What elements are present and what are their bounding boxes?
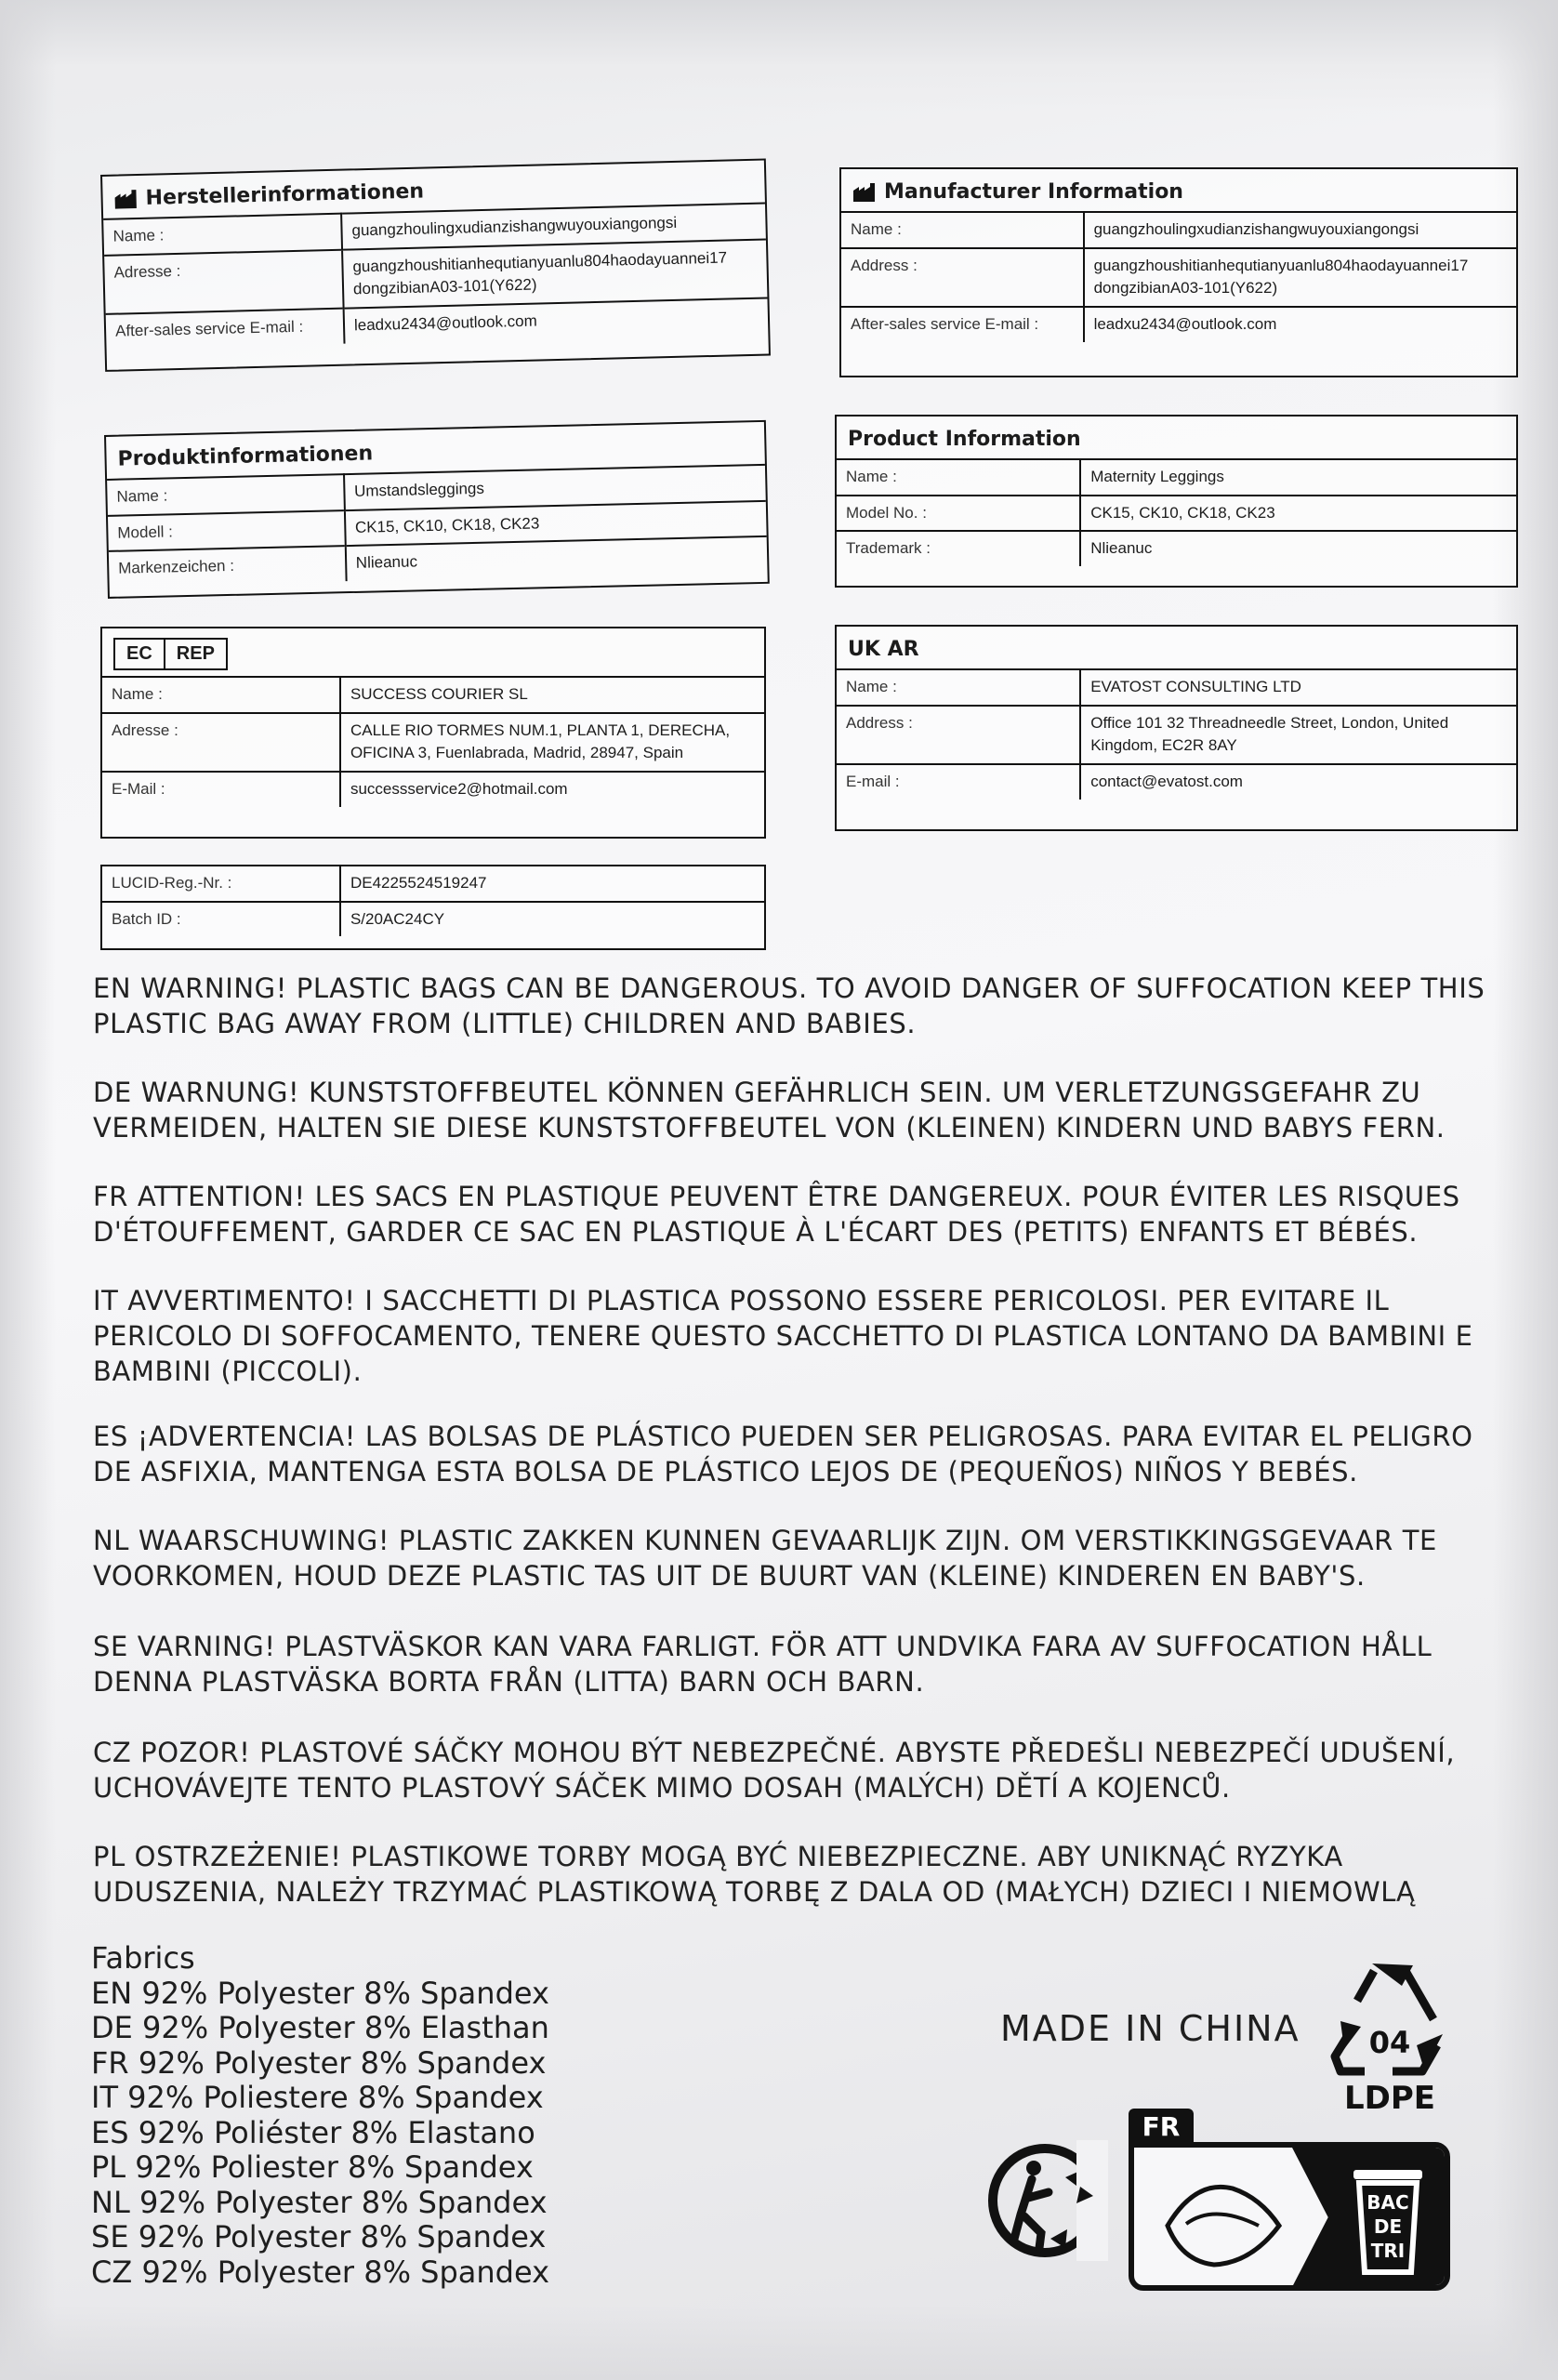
box-title: Herstellerinformationen [145,179,425,210]
ec-label: EC [113,638,165,670]
uk-ar-info [835,625,1518,831]
product-info-de [104,420,770,599]
field-label: Name : [107,474,344,515]
made-in-label: MADE IN CHINA [1000,2008,1301,2049]
warning-nl: NL WAARSCHUWING! PLASTIC ZAKKEN KUNNEN GEVAARLIJK ZIJN. OM VERSTIKKINGSGEVAAR TE VOORKOMEN, HOUD DEZE PLASTIC TAS UIT DE BUURT VAN (KLEINE) KINDEREN EN BABY'S. [93,1525,1437,1592]
field-value: successservice2@hotmail.com [340,772,764,807]
field-label: Adresse : [102,713,340,772]
warning-en: EN WARNING! PLASTIC BAGS CAN BE DANGEROUS. TO AVOID DANGER OF SUFFOCATION KEEP THIS PLASTIC BAG AWAY FROM (LITTLE) CHILDREN AND BABIES. [93,972,1485,1039]
warning-de: DE WARNUNG! KUNSTSTOFFBEUTEL KÖNNEN GEFÄHRLICH SEIN. UM VERLETZUNGSGEFAHR ZU VERMEIDEN, HALTEN SIE DIESE KUNSTSTOFFBEUTEL VON (KLEINEN) KINDERN UND BABYS FERN. [93,1077,1446,1144]
warning-cz: CZ POZOR! PLASTOVÉ SÁČKY MOHOU BÝT NEBEZPEČNÉ. ABYSTE PŘEDEŠLI NEBEZPEČÍ UDUŠENÍ, UCHOVÁVEJTE TENTO PLASTOVÝ SÁČEK MIMO DOSAH (MALÝCH) DĚTÍ A KOJENCŮ. [93,1737,1456,1804]
manufacturer-info-de [100,159,771,372]
field-label: After-sales service E-mail : [106,309,345,350]
fabric-line: EN 92% Polyester 8% Spandex [91,1975,549,2011]
field-value: guangzhoulingxudianzishangwuyouxiangongsi [341,204,766,250]
field-value: CALLE RIO TORMES NUM.1, PLANTA 1, DERECHA, OFICINA 3, Fuenlabrada, Madrid, 28947, Spain [340,713,764,772]
warning-pl: PL OSTRZEŻENIE! PLASTIKOWE TORBY MOGĄ BYĆ NIEBEZPIECZNE. ABY UNIKNĄĆ RYZYKA UDUSZENIA, NALEŻY TRZYMAĆ PLASTIKOWĄ TORBĘ Z DALA OD (MAŁYCH) DZIECI I NIEMOWLĄ [93,1841,1416,1908]
field-label: Address : [837,706,1080,764]
field-label: Name : [102,677,340,713]
warning-es: ES ¡ADVERTENCIA! LAS BOLSAS DE PLÁSTICO PUEDEN SER PELIGROSAS. PARA EVITAR EL PELIGRO DE ASFIXIA, MANTENGA ESTA BOLSA DE PLÁSTICO LEJOS DE (PEQUEÑOS) NIÑOS Y BEBÉS. [93,1421,1473,1488]
field-value: EVATOST CONSULTING LTD [1080,669,1516,706]
country-code: FR [1142,2111,1181,2142]
rep-label: REP [165,638,228,670]
field-label: Markenzeichen : [109,546,346,586]
field-value: SUCCESS COURIER SL [340,677,764,713]
field-label: Address : [841,248,1084,307]
field-value: guangzhoushitianhequtianyuanlu804haodayuannei17 dongzibianA03-101(Y622) [342,239,767,308]
field-value: Maternity Leggings [1080,459,1516,496]
bin-label-line: DE [1373,2215,1403,2238]
bag-icon [1149,2161,1298,2277]
manufacturer-info-en [839,167,1518,377]
bin-label-line: BAC [1367,2191,1409,2214]
box-title: Manufacturer Information [884,180,1183,204]
resin-code: 04 [1368,2025,1411,2060]
field-value: leadxu2434@outlook.com [1084,307,1516,342]
field-value: guangzhoushitianhequtianyuanlu804haodayuannei17 dongzibianA03-101(Y622) [1084,248,1516,307]
field-label: Model No. : [837,496,1080,532]
field-value: contact@evatost.com [1080,764,1516,800]
plastic-wrinkle [0,2306,1558,2380]
sorting-bin-icon [1346,2164,1430,2276]
triman-frame [1129,2142,1450,2291]
field-value: Nlieanuc [345,536,767,581]
product-info-en [835,415,1518,588]
field-value: DE4225524519247 [340,866,764,902]
warning-se: SE VARNING! PLASTVÄSKOR KAN VARA FARLIGT. FÖR ATT UNDVIKA FARA AV SUFFOCATION HÅLL DENNA PLASTVÄSKA BORTA FRÅN (LITTA) BARN OCH BARN. [93,1631,1433,1698]
fabric-line: FR 92% Polyester 8% Spandex [91,2044,547,2081]
lucid-batch-info [100,865,766,950]
fabric-line: SE 92% Polyester 8% Spandex [91,2219,547,2254]
field-value: Nlieanuc [1080,531,1516,566]
field-label: Name : [837,459,1080,496]
field-value: Umstandsleggings [344,465,766,510]
field-label: Batch ID : [102,902,340,937]
warning-fr: FR ATTENTION! LES SACS EN PLASTIQUE PEUVENT ÊTRE DANGEREUX. POUR ÉVITER LES RISQUES D'ÉTOUFFEMENT, GARDER CE SAC EN PLASTIQUE À L'ÉCART DES (PETITS) ENFANTS ET BÉBÉS. [93,1181,1460,1248]
field-value: CK15, CK10, CK18, CK23 [345,501,767,547]
box-title: Product Information [848,428,1081,451]
fabric-line: ES 92% Poliéster 8% Elastano [91,2114,535,2150]
field-value: guangzhoulingxudianzishangwuyouxiangongsi [1084,212,1516,248]
bin-label-line: TRI [1370,2240,1406,2262]
field-label: Trademark : [837,531,1080,566]
field-label: E-mail : [837,764,1080,800]
fabrics-title: Fabrics [91,1940,195,1976]
field-value: leadxu2434@outlook.com [344,298,769,343]
triman-info-block [1129,2109,1456,2294]
box-title: Produktinformationen [117,442,374,471]
factory-icon [113,189,139,210]
factory-icon [852,182,877,203]
field-label: After-sales service E-mail : [841,307,1084,342]
fabric-line: NL 92% Polyester 8% Spandex [91,2184,548,2220]
country-tab [1129,2109,1194,2146]
warning-it: IT AVVERTIMENTO! I SACCHETTI DI PLASTICA POSSONO ESSERE PERICOLOSI. PER EVITARE IL PERICOLO DI SOFFOCAMENTO, TENERE QUESTO SACCHETTO DI PLASTICA LONTANO DA BAMBINI E BAMBINI (PICCOLI). [93,1285,1473,1387]
plastic-wrinkle [0,0,56,2380]
field-value: CK15, CK10, CK18, CK23 [1080,496,1516,532]
fabrics-list [91,1941,549,2290]
fabric-line: CZ 92% Polyester 8% Spandex [91,2254,550,2290]
resin-material: LDPE [1343,2080,1436,2117]
recycling-triangle-icon [1320,1952,1459,2120]
field-label: Name : [837,669,1080,706]
field-label: Adresse : [104,249,343,314]
fabric-line: IT 92% Poliestere 8% Spandex [91,2080,544,2115]
field-label: Name : [841,212,1084,248]
field-label: E-Mail : [102,772,340,807]
field-value: Office 101 32 Threadneedle Street, London, United Kingdom, EC2R 8AY [1080,706,1516,764]
fabric-line: DE 92% Polyester 8% Elasthan [91,2010,549,2045]
ec-rep-info [100,627,766,839]
fabric-line: PL 92% Poliester 8% Spandex [91,2149,534,2185]
field-label: LUCID-Reg.-Nr. : [102,866,340,902]
field-label: Modell : [108,510,345,551]
box-title: UK AR [848,638,919,661]
plastic-sheen [0,0,1558,112]
triman-person-icon [987,2140,1108,2261]
field-label: Name : [103,214,342,256]
field-value: S/20AC24CY [340,902,764,937]
